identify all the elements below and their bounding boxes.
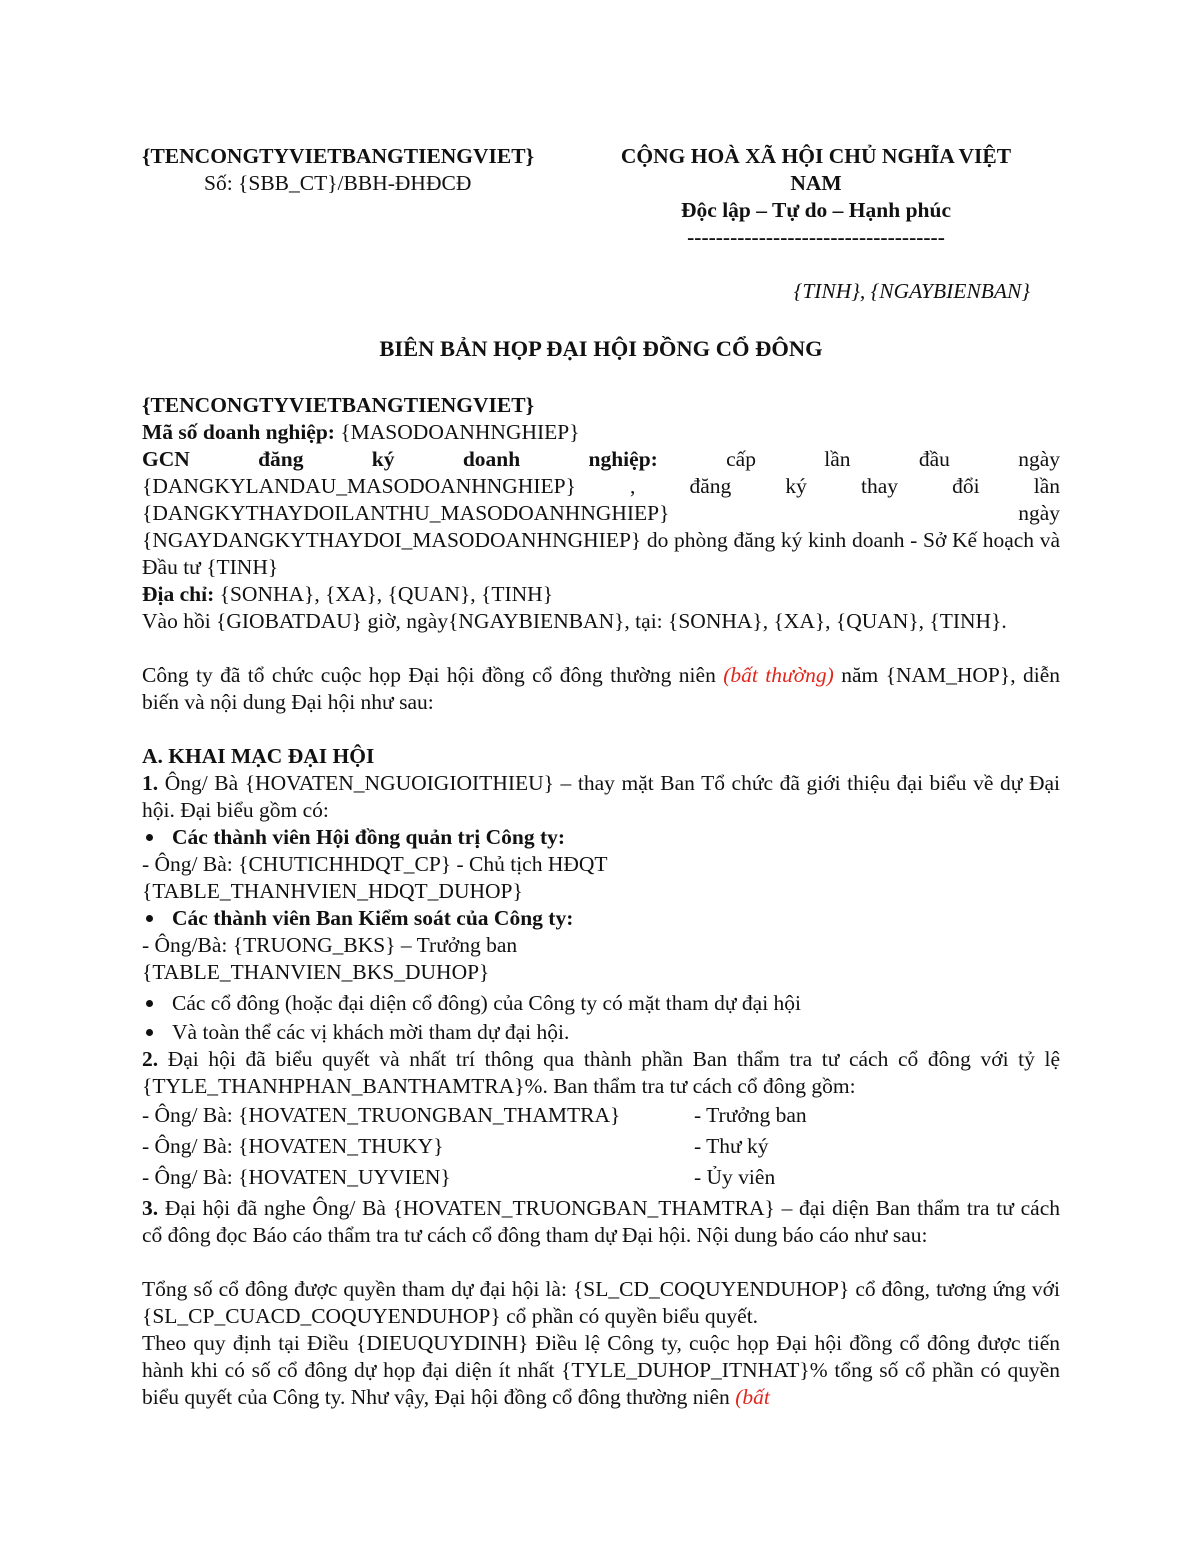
- place-date: {TINH}, {NGAYBIENBAN}: [793, 279, 1030, 303]
- p1-number: 1.: [142, 771, 159, 795]
- document-title: BIÊN BẢN HỌP ĐẠI HỘI ĐỒNG CỔ ĐÔNG: [379, 336, 823, 361]
- address-value: {SONHA}, {XA}, {QUAN}, {TINH}: [214, 582, 554, 606]
- member-name: - Ông/ Bà: {HOVATEN_THUKY}: [142, 1134, 444, 1158]
- intro-text-b: năm {NAM_HOP}, diễn biến và nội dung Đại hội như sau:: [142, 663, 1060, 714]
- tax-code-value: {MASODOANHNGHIEP}: [334, 420, 580, 444]
- gcn-first-date: cấp lần đầu ngày: [657, 447, 1060, 471]
- tax-code-line: [142, 419, 580, 446]
- quorum-text: Theo quy định tại Điều {DIEUQUYDINH} Điều lệ Công ty, cuộc họp Đại hội đồng cổ đông được tiến hành khi có số cổ đông dự họp đại diện ít nhất {TYLE_DUHOP_ITNHAT}% tổng số cổ phần có quyền biểu quyết của Công ty. Như vậy, Đại hội đồng cổ đông thường niên: [142, 1331, 1060, 1409]
- bks-head-line: - Ông/Bà: {TRUONG_BKS} – Trưởng ban: [142, 933, 518, 957]
- member-row: [142, 1102, 1060, 1129]
- member-name: - Ông/ Bà: {HOVATEN_TRUONGBAN_THAMTRA}: [142, 1103, 621, 1127]
- document-number: Số: {SBB_CT}/BBH-ĐHĐCĐ: [204, 171, 472, 195]
- header-divider: ------------------------------------: [687, 225, 945, 249]
- gcn-line-4: {NGAYDANGKYTHAYDOI_MASODOANHNGHIEP} do phòng đăng ký kinh doanh - Sở Kế hoạch và Đầu tư {TINH}: [142, 528, 1060, 579]
- bullet-dot: [146, 915, 153, 922]
- time-place: Vào hồi {GIOBATDAU} giờ, ngày{NGAYBIENBAN}, tại: {SONHA}, {XA}, {QUAN}, {TINH}.: [142, 609, 1007, 633]
- bullet-dot: [146, 1029, 153, 1036]
- p3-number: 3.: [142, 1196, 159, 1220]
- info-company: {TENCONGTYVIETBANGTIENGVIET}: [142, 393, 535, 417]
- gcn-line-1: [142, 446, 1060, 473]
- table-hdqt-placeholder: {TABLE_THANHVIEN_HDQT_DUHOP}: [142, 879, 523, 903]
- tax-code-label: Mã số doanh nghiệp:: [142, 420, 335, 444]
- bullet-shareholders-text: Các cổ đông (hoặc đại diện cổ đông) của Công ty có mặt tham dự đại hội: [172, 991, 802, 1015]
- member-row: [142, 1164, 1060, 1191]
- header-company: {TENCONGTYVIETBANGTIENGVIET}: [142, 144, 535, 168]
- member-role: - Thư ký: [694, 1134, 769, 1158]
- chairman-line: - Ông/ Bà: {CHUTICHHDQT_CP} - Chủ tịch HĐQT: [142, 852, 608, 876]
- quorum-red-note: (bất: [735, 1385, 770, 1409]
- address-line: [142, 581, 553, 608]
- gcn-line-3: {DANGKYTHAYDOILANTHU_MASODOANHNGHIEP} ngày: [142, 501, 1060, 525]
- bullet-dot: [146, 834, 153, 841]
- p1-text: Ông/ Bà {HOVATEN_NGUOIGIOITHIEU} – thay mặt Ban Tổ chức đã giới thiệu đại biểu về dự Đại hội. Đại biểu gồm có:: [142, 771, 1060, 822]
- p2-text: Đại hội đã biểu quyết và nhất trí thông qua thành phần Ban thẩm tra tư cách cổ đông với tỷ lệ {TYLE_THANHPHAN_BANTHAMTRA}%. Ban thẩm tra tư cách cổ đông gồm:: [142, 1047, 1060, 1098]
- bullet-hdqt: [142, 824, 565, 851]
- member-row: [142, 1133, 1060, 1160]
- address-label: Địa chỉ:: [142, 582, 215, 606]
- republic-line-1: CỘNG HOÀ XÃ HỘI CHỦ NGHĨA VIỆT: [620, 144, 1012, 168]
- intro-red-note: (bất thường): [723, 663, 834, 687]
- section-a-heading: A. KHAI MẠC ĐẠI HỘI: [142, 744, 375, 768]
- p3-text: Đại hội đã nghe Ông/ Bà {HOVATEN_TRUONGBAN_THAMTRA} – đại diện Ban thẩm tra tư cách cổ đông đọc Báo cáo thẩm tra tư cách cổ đông tham dự Đại hội. Nội dung báo cáo như sau:: [142, 1196, 1060, 1247]
- bullet-bks: [142, 905, 573, 932]
- quorum-rule: [142, 1330, 1060, 1411]
- paragraph-3: [142, 1195, 1060, 1249]
- paragraph-1: [142, 770, 1060, 824]
- bullet-guests-text: Và toàn thể các vị khách mời tham dự đại hội.: [172, 1020, 570, 1044]
- total-shareholders: Tổng số cổ đông được quyền tham dự đại hội là: {SL_CD_COQUYENDUHOP} cổ đông, tương ứng với {SL_CP_CUACD_COQUYENDUHOP} cổ phần có quyền biểu quyết.: [142, 1277, 1060, 1328]
- p2-number: 2.: [142, 1047, 159, 1071]
- paragraph-2: [142, 1046, 1060, 1100]
- gcn-line-2: {DANGKYLANDAU_MASODOANHNGHIEP} , đăng ký thay đổi lần: [142, 474, 1060, 498]
- member-name: - Ông/ Bà: {HOVATEN_UYVIEN}: [142, 1165, 451, 1189]
- motto: Độc lập – Tự do – Hạnh phúc: [681, 198, 951, 222]
- bullet-guests: [142, 1019, 569, 1046]
- gcn-label: GCN đăng ký doanh nghiệp:: [142, 447, 658, 471]
- member-role: - Trưởng ban: [694, 1103, 807, 1127]
- republic-line-2: NAM: [790, 171, 842, 195]
- bullet-shareholders: [142, 990, 801, 1017]
- intro-paragraph: [142, 662, 1060, 716]
- table-bks-placeholder: {TABLE_THANVIEN_BKS_DUHOP}: [142, 960, 490, 984]
- intro-text-a: Công ty đã tổ chức cuộc họp Đại hội đồng cổ đông thường niên: [142, 663, 724, 687]
- member-role: - Ủy viên: [694, 1165, 776, 1189]
- bullet-hdqt-text: Các thành viên Hội đồng quản trị Công ty:: [172, 825, 566, 849]
- bullet-bks-text: Các thành viên Ban Kiểm soát của Công ty:: [172, 906, 574, 930]
- bullet-dot: [146, 1000, 153, 1007]
